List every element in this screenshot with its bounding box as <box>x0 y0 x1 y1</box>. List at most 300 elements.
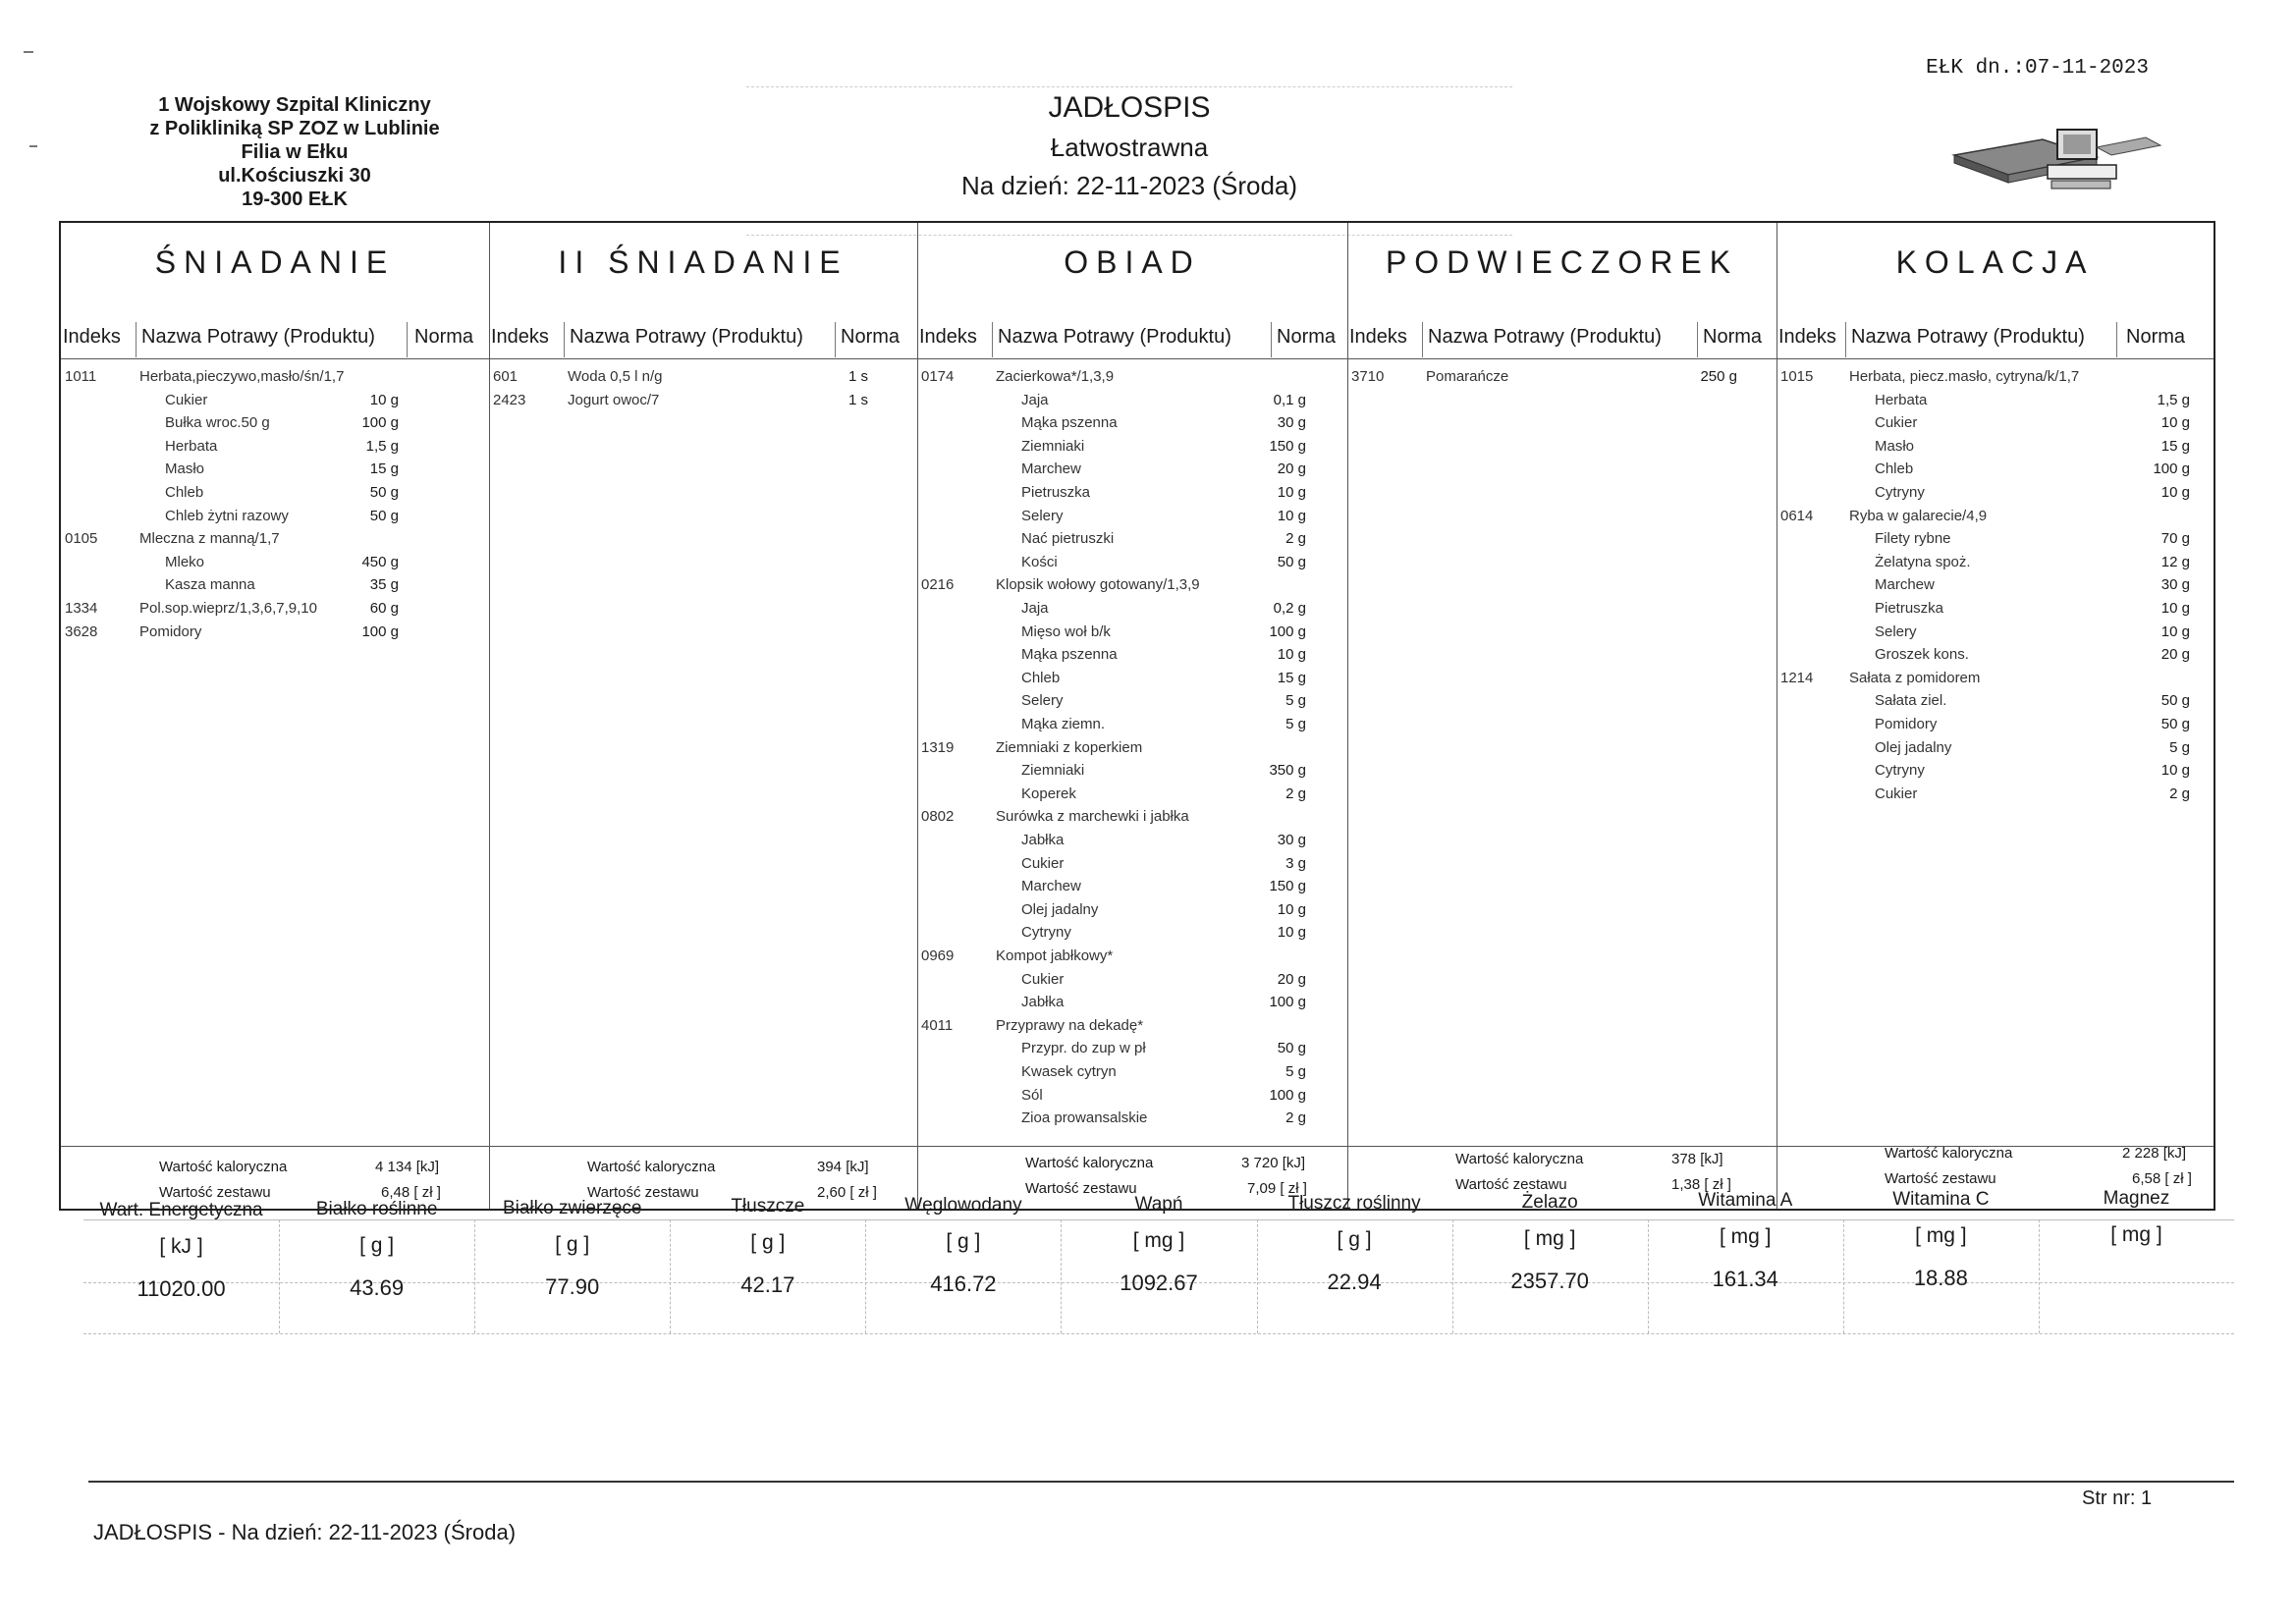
column-headers <box>1347 326 1777 357</box>
row-name: Groszek kons. <box>1875 646 1969 664</box>
nutrient-column <box>1648 1190 1843 1325</box>
table-row <box>917 414 1347 438</box>
print-date: EŁK dn.:07-11-2023 <box>1926 57 2149 80</box>
column-name: Nazwa Potrawy (Produktu) <box>1428 326 1662 348</box>
row-name: Nać pietruszki <box>1021 530 1115 548</box>
nutrient-label: Białko roślinne <box>315 1198 438 1219</box>
row-index: 2423 <box>493 391 526 408</box>
row-norm: 100 g <box>361 414 399 432</box>
row-name: Ziemniaki <box>1021 437 1085 455</box>
diet-name: Łatwostrawna <box>1050 133 1209 162</box>
row-norm: 0,1 g <box>1273 391 1306 408</box>
nutrient-unit: [ kJ ] <box>159 1235 203 1258</box>
nutrient-label: Magnez <box>2103 1188 2170 1209</box>
column-index: Indeks <box>919 326 977 348</box>
row-norm: 450 g <box>361 553 399 570</box>
kcal-label: Wartość kaloryczna <box>159 1159 288 1175</box>
row-index: 0969 <box>921 947 955 964</box>
row-norm: 10 g <box>2160 762 2190 780</box>
row-name: Mięso woł b/k <box>1021 622 1111 640</box>
row-norm: 5 g <box>1285 1063 1306 1080</box>
row-name: Mąka pszenna <box>1021 414 1118 432</box>
row-norm: 20 g <box>1277 460 1306 478</box>
column-headers <box>917 326 1347 357</box>
column-headers <box>489 326 917 357</box>
row-norm: 15 g <box>2160 437 2190 455</box>
nutrient-label: Witamina A <box>1698 1190 1793 1212</box>
cost-value: 6,48 [ zł ] <box>381 1184 441 1201</box>
table-row <box>917 832 1347 855</box>
row-index: 601 <box>493 368 519 385</box>
row-name: Jaja <box>1021 391 1049 408</box>
row-name: Chleb <box>1875 460 1914 478</box>
nutrient-label: Tłuszcz roślinny <box>1287 1192 1421 1214</box>
meal-kolacja <box>1777 223 2214 1213</box>
institution-line: Filia w Ełku <box>241 141 349 163</box>
row-name: Mleko <box>165 553 205 570</box>
book-computer-logo-icon <box>1949 118 2165 196</box>
row-norm: 12 g <box>2160 553 2190 570</box>
nutrient-value: 2357.70 <box>1510 1268 1589 1293</box>
row-name: Kompot jabłkowy* <box>996 947 1114 964</box>
meal-title: KOLACJA <box>1895 244 2095 280</box>
row-norm: 100 g <box>1269 622 1306 640</box>
nutrient-column <box>474 1198 670 1333</box>
kcal-value: 3 720 [kJ] <box>1241 1155 1306 1171</box>
row-name: Ziemniaki z koperkiem <box>996 738 1143 756</box>
table-row <box>1777 392 2214 415</box>
menu-date: Na dzień: 22-11-2023 (Środa) <box>960 171 1298 200</box>
table-row <box>1777 530 2214 554</box>
nutrient-value: 22.94 <box>1327 1269 1382 1294</box>
row-norm: 10 g <box>1277 484 1306 501</box>
row-norm: 20 g <box>1277 970 1306 988</box>
nutrient-label: Tłuszcze <box>731 1196 805 1217</box>
column-index: Indeks <box>1778 326 1836 348</box>
column-name: Nazwa Potrawy (Produktu) <box>998 326 1231 348</box>
table-row <box>489 392 917 415</box>
nutrient-value: 18.88 <box>1913 1266 1968 1291</box>
table-row <box>917 1017 1347 1041</box>
row-norm: 50 g <box>1277 553 1306 570</box>
row-name: Chleb <box>1021 669 1061 686</box>
row-name: Pol.sop.wieprz/1,3,6,7,9,10 <box>139 600 317 617</box>
row-name: Pomidory <box>139 622 202 640</box>
table-row <box>917 1109 1347 1133</box>
column-name: Nazwa Potrawy (Produktu) <box>141 326 375 348</box>
meal-title: II ŚNIADANIE <box>558 244 848 280</box>
table-row <box>917 554 1347 577</box>
table-row <box>1777 670 2214 693</box>
table-row <box>1777 692 2214 716</box>
table-row <box>1777 600 2214 623</box>
row-name: Herbata, piecz.masło, cytryna/k/1,7 <box>1849 368 2080 385</box>
row-norm: 100 g <box>1269 994 1306 1011</box>
row-norm: 35 g <box>369 576 399 594</box>
row-name: Kasza manna <box>165 576 255 594</box>
table-row <box>61 368 489 392</box>
nutrient-column <box>1061 1194 1256 1329</box>
table-row <box>917 947 1347 971</box>
cost-label: Wartość zestawu <box>1455 1176 1567 1193</box>
row-norm: 10 g <box>1277 900 1306 918</box>
column-norm: Norma <box>1277 326 1337 348</box>
row-name: Pomarańcze <box>1426 368 1509 385</box>
table-row <box>61 623 489 647</box>
institution-line: 19-300 EŁK <box>242 189 348 210</box>
row-index: 1334 <box>65 600 98 617</box>
column-norm: Norma <box>841 326 901 348</box>
row-name: Sałata ziel. <box>1875 692 1947 710</box>
row-index: 3710 <box>1351 368 1385 385</box>
document-heading <box>746 86 1512 236</box>
row-norm: 5 g <box>2169 738 2190 756</box>
row-norm: 1 s <box>847 391 868 408</box>
table-row <box>917 901 1347 925</box>
column-norm: Norma <box>2126 326 2186 348</box>
table-row <box>61 530 489 554</box>
row-name: Cytryny <box>1021 924 1071 942</box>
nutrient-value: 11020.00 <box>137 1276 226 1301</box>
table-row <box>917 1040 1347 1063</box>
row-name: Pomidory <box>1875 716 1938 732</box>
row-norm: 2 g <box>1285 784 1306 802</box>
meal-title: ŚNIADANIE <box>154 244 396 280</box>
row-index: 1011 <box>65 368 97 385</box>
row-norm: 50 g <box>369 507 399 524</box>
table-row <box>1777 739 2214 763</box>
row-norm: 10 g <box>1277 924 1306 942</box>
row-name: Herbata,pieczywo,masło/śn/1,7 <box>139 368 345 385</box>
nutrient-column <box>279 1199 474 1334</box>
table-row <box>917 646 1347 670</box>
table-row <box>917 924 1347 947</box>
table-row <box>917 739 1347 763</box>
meal-obiad <box>917 223 1347 1213</box>
row-name: Selery <box>1875 622 1917 640</box>
row-name: Przypr. do zup w pł <box>1021 1040 1146 1057</box>
institution-line: z Polikliniką SP ZOZ w Lublinie <box>149 118 440 139</box>
row-name: Selery <box>1021 507 1064 524</box>
nutrient-value: 43.69 <box>350 1274 405 1300</box>
table-row <box>61 414 489 438</box>
row-name: Kości <box>1021 553 1058 570</box>
table-row <box>1777 460 2214 484</box>
column-name: Nazwa Potrawy (Produktu) <box>570 326 803 348</box>
row-name: Marchew <box>1021 460 1081 478</box>
row-name: Zacierkowa*/1,3,9 <box>996 368 1115 385</box>
meal-title: OBIAD <box>1064 244 1201 280</box>
row-name: Przyprawy na dekadę* <box>996 1016 1144 1034</box>
nutrient-value: 416.72 <box>930 1271 997 1297</box>
column-headers <box>1777 326 2214 357</box>
table-row <box>917 878 1347 901</box>
meal-title: PODWIECZOREK <box>1385 244 1739 280</box>
nutrient-unit: [ mg ] <box>2110 1223 2162 1246</box>
nutrient-unit: [ g ] <box>1337 1227 1372 1251</box>
nutrient-unit: [ g ] <box>555 1232 590 1256</box>
table-row <box>917 855 1347 879</box>
row-index: 0105 <box>65 530 98 548</box>
table-row <box>61 460 489 484</box>
table-row <box>1777 762 2214 785</box>
nutrient-label: Białko zwierzęce <box>502 1197 642 1218</box>
cost-value: 1,38 [ zł ] <box>1671 1176 1731 1193</box>
row-norm: 1,5 g <box>2157 391 2190 408</box>
row-name: Masło <box>165 460 205 478</box>
table-row <box>61 600 489 623</box>
table-row <box>917 971 1347 995</box>
row-norm: 10 g <box>2160 484 2190 501</box>
row-name: Jogurt owoc/7 <box>568 391 660 408</box>
row-norm: 15 g <box>369 460 399 478</box>
row-norm: 10 g <box>1277 646 1306 664</box>
kcal-label: Wartość kaloryczna <box>587 1159 716 1175</box>
row-norm: 100 g <box>361 622 399 640</box>
nutrient-unit: [ mg ] <box>1132 1229 1185 1252</box>
table-row <box>917 460 1347 484</box>
table-row <box>1777 554 2214 577</box>
row-name: Cukier <box>1021 970 1065 988</box>
table-row <box>1777 484 2214 508</box>
cost-label: Wartość zestawu <box>1885 1170 1996 1187</box>
row-index: 0802 <box>921 808 955 826</box>
row-name: Cukier <box>1875 784 1918 802</box>
nutrient-value: 1092.67 <box>1120 1271 1198 1295</box>
table-row <box>917 994 1347 1017</box>
row-name: Pietruszka <box>1875 600 1944 617</box>
row-name: Ryba w galarecie/4,9 <box>1849 507 1988 524</box>
row-norm: 30 g <box>1277 414 1306 432</box>
nutrient-column <box>83 1200 279 1335</box>
table-row <box>917 576 1347 600</box>
row-name: Klopsik wołowy gotowany/1,3,9 <box>996 576 1200 594</box>
nutrient-unit: [ mg ] <box>1720 1225 1772 1249</box>
row-norm: 1 s <box>847 368 868 385</box>
table-row <box>917 530 1347 554</box>
nutrient-value: 42.17 <box>740 1272 795 1298</box>
nutrient-unit: [ mg ] <box>1523 1226 1576 1250</box>
table-row <box>917 670 1347 693</box>
nutrient-unit: [ g ] <box>359 1233 395 1257</box>
row-index: 0216 <box>921 576 955 594</box>
nutrient-column <box>1257 1193 1452 1328</box>
row-name: Surówka z marchewki i jabłka <box>996 808 1189 826</box>
row-name: Żelatyna spoż. <box>1875 553 1971 570</box>
row-name: Cukier <box>1875 414 1918 432</box>
kcal-label: Wartość kaloryczna <box>1885 1145 2013 1162</box>
row-name: Mąka pszenna <box>1021 646 1118 664</box>
table-row <box>917 1063 1347 1087</box>
row-name: Marchew <box>1021 878 1081 895</box>
column-headers <box>61 326 489 357</box>
row-index: 0174 <box>921 368 955 385</box>
row-norm: 10 g <box>2160 622 2190 640</box>
row-name: Cukier <box>1021 854 1065 872</box>
table-row <box>1777 414 2214 438</box>
row-norm: 70 g <box>2160 530 2190 548</box>
row-name: Cytryny <box>1875 762 1925 780</box>
row-index: 4011 <box>921 1016 954 1034</box>
row-norm: 5 g <box>1285 692 1306 710</box>
row-norm: 10 g <box>2160 414 2190 432</box>
row-norm: 2 g <box>1285 1109 1306 1127</box>
row-index: 1015 <box>1780 368 1814 385</box>
table-row <box>917 392 1347 415</box>
row-name: Cytryny <box>1875 484 1925 501</box>
cost-value: 7,09 [ zł ] <box>1247 1180 1307 1197</box>
column-index: Indeks <box>491 326 549 348</box>
row-name: Mleczna z manną/1,7 <box>139 530 280 548</box>
cost-label: Wartość zestawu <box>1025 1180 1137 1197</box>
row-name: Bułka wroc.50 g <box>165 414 270 432</box>
row-name: Chleb <box>165 484 204 501</box>
table-row <box>489 368 917 392</box>
column-norm: Norma <box>414 326 474 348</box>
table-row <box>1777 438 2214 461</box>
nutrient-column <box>1843 1189 2039 1325</box>
nutrient-unit: [ g ] <box>946 1230 981 1254</box>
footer-rule <box>88 1481 2234 1483</box>
row-index: 1214 <box>1780 669 1814 686</box>
kcal-value: 394 [kJ] <box>817 1159 869 1175</box>
table-row <box>61 554 489 577</box>
row-norm: 150 g <box>1269 437 1306 455</box>
nutrient-column <box>1452 1192 1648 1327</box>
row-norm: 10 g <box>2160 600 2190 617</box>
table-row <box>917 484 1347 508</box>
table-row <box>917 716 1347 739</box>
row-name: Cukier <box>165 391 208 408</box>
nutrient-unit: [ mg ] <box>1915 1224 1967 1248</box>
row-name: Sól <box>1021 1086 1043 1104</box>
row-index: 0614 <box>1780 507 1814 524</box>
table-row <box>917 508 1347 531</box>
row-norm: 100 g <box>2153 460 2190 478</box>
nutrient-column <box>670 1196 865 1331</box>
institution-address <box>108 93 481 211</box>
row-norm: 150 g <box>1269 878 1306 895</box>
row-norm: 1,5 g <box>365 437 399 455</box>
row-name: Olej jadalny <box>1875 738 1952 756</box>
cost-label: Wartość zestawu <box>587 1184 699 1201</box>
row-index: 1319 <box>921 738 955 756</box>
row-name: Koperek <box>1021 784 1076 802</box>
table-row <box>1777 785 2214 809</box>
row-norm: 350 g <box>1269 762 1306 780</box>
row-name: Sałata z pomidorem <box>1849 669 1981 686</box>
row-name: Chleb żytni razowy <box>165 507 289 524</box>
kcal-label: Wartość kaloryczna <box>1455 1151 1584 1167</box>
nutrient-column <box>2039 1188 2234 1324</box>
row-name: Marchew <box>1875 576 1935 594</box>
nutrient-label: Wapń <box>1134 1194 1183 1215</box>
nutrient-label: Żelazo <box>1521 1191 1578 1213</box>
row-norm: 50 g <box>1277 1040 1306 1057</box>
table-row <box>917 623 1347 647</box>
institution-line: ul.Kościuszki 30 <box>218 165 371 187</box>
row-norm: 60 g <box>369 600 399 617</box>
menu-table <box>59 221 2215 1211</box>
row-norm: 50 g <box>2160 716 2190 732</box>
row-name: Jabłka <box>1021 832 1065 848</box>
row-norm: 2 g <box>1285 530 1306 548</box>
kcal-value: 2 228 [kJ] <box>2122 1145 2187 1162</box>
row-index: 3628 <box>65 622 98 640</box>
column-name: Nazwa Potrawy (Produktu) <box>1851 326 2085 348</box>
row-name: Selery <box>1021 692 1064 710</box>
row-name: Olej jadalny <box>1021 900 1099 918</box>
row-norm: 30 g <box>1277 832 1306 848</box>
table-row <box>917 762 1347 785</box>
row-name: Herbata <box>165 437 218 455</box>
nutrient-column <box>865 1195 1061 1330</box>
row-name: Kwasek cytryn <box>1021 1063 1117 1080</box>
row-name: Jabłka <box>1021 994 1065 1011</box>
row-name: Woda 0,5 l n/g <box>568 368 663 385</box>
row-norm: 10 g <box>369 391 399 408</box>
table-row <box>1777 508 2214 531</box>
table-row <box>61 576 489 600</box>
document-title: JADŁOSPIS <box>1048 91 1211 124</box>
meal-podwieczorek <box>1347 223 1777 1213</box>
table-row <box>917 368 1347 392</box>
table-row <box>1777 716 2214 739</box>
table-row <box>1777 646 2214 670</box>
row-norm: 3 g <box>1285 854 1306 872</box>
row-name: Filety rybne <box>1875 530 1951 548</box>
column-index: Indeks <box>63 326 121 348</box>
row-norm: 50 g <box>2160 692 2190 710</box>
row-name: Jaja <box>1021 600 1049 617</box>
table-row <box>917 785 1347 809</box>
nutrient-label: Witamina C <box>1892 1189 1990 1211</box>
table-row <box>61 508 489 531</box>
table-row <box>917 692 1347 716</box>
nutrient-value: 77.90 <box>545 1273 600 1299</box>
row-name: Masło <box>1875 437 1915 455</box>
cost-label: Wartość zestawu <box>159 1184 271 1201</box>
row-norm: 10 g <box>1277 507 1306 524</box>
nutrient-value: 161.34 <box>1712 1267 1778 1292</box>
cost-value: 6,58 [ zł ] <box>2132 1170 2192 1187</box>
row-norm: 0,2 g <box>1273 600 1306 617</box>
footer-title: JADŁOSPIS - Na dzień: 22-11-2023 (Środa) <box>93 1520 517 1544</box>
row-norm: 2 g <box>2169 784 2190 802</box>
table-row <box>917 438 1347 461</box>
row-name: Herbata <box>1875 391 1928 408</box>
table-row <box>1777 576 2214 600</box>
column-index: Indeks <box>1349 326 1407 348</box>
nutrient-unit: [ g ] <box>750 1231 786 1255</box>
row-name: Ziemniaki <box>1021 762 1085 780</box>
row-name: Pietruszka <box>1021 484 1091 501</box>
table-row <box>1347 368 1777 392</box>
institution-line: 1 Wojskowy Szpital Kliniczny <box>158 94 431 116</box>
column-norm: Norma <box>1703 326 1763 348</box>
nutrient-label: Węglowodany <box>904 1195 1022 1217</box>
kcal-value: 4 134 [kJ] <box>375 1159 440 1175</box>
meal-sniadanie <box>61 223 489 1213</box>
row-norm: 20 g <box>2160 646 2190 664</box>
row-norm: 250 g <box>1700 368 1737 385</box>
row-name: Zioa prowansalskie <box>1021 1109 1148 1127</box>
cost-value: 2,60 [ zł ] <box>817 1184 877 1201</box>
nutrient-label: Wart. Energetyczna <box>99 1200 263 1220</box>
table-row <box>917 1087 1347 1110</box>
meal-iisniadanie <box>489 223 917 1213</box>
row-name: Mąka ziemn. <box>1021 716 1106 732</box>
